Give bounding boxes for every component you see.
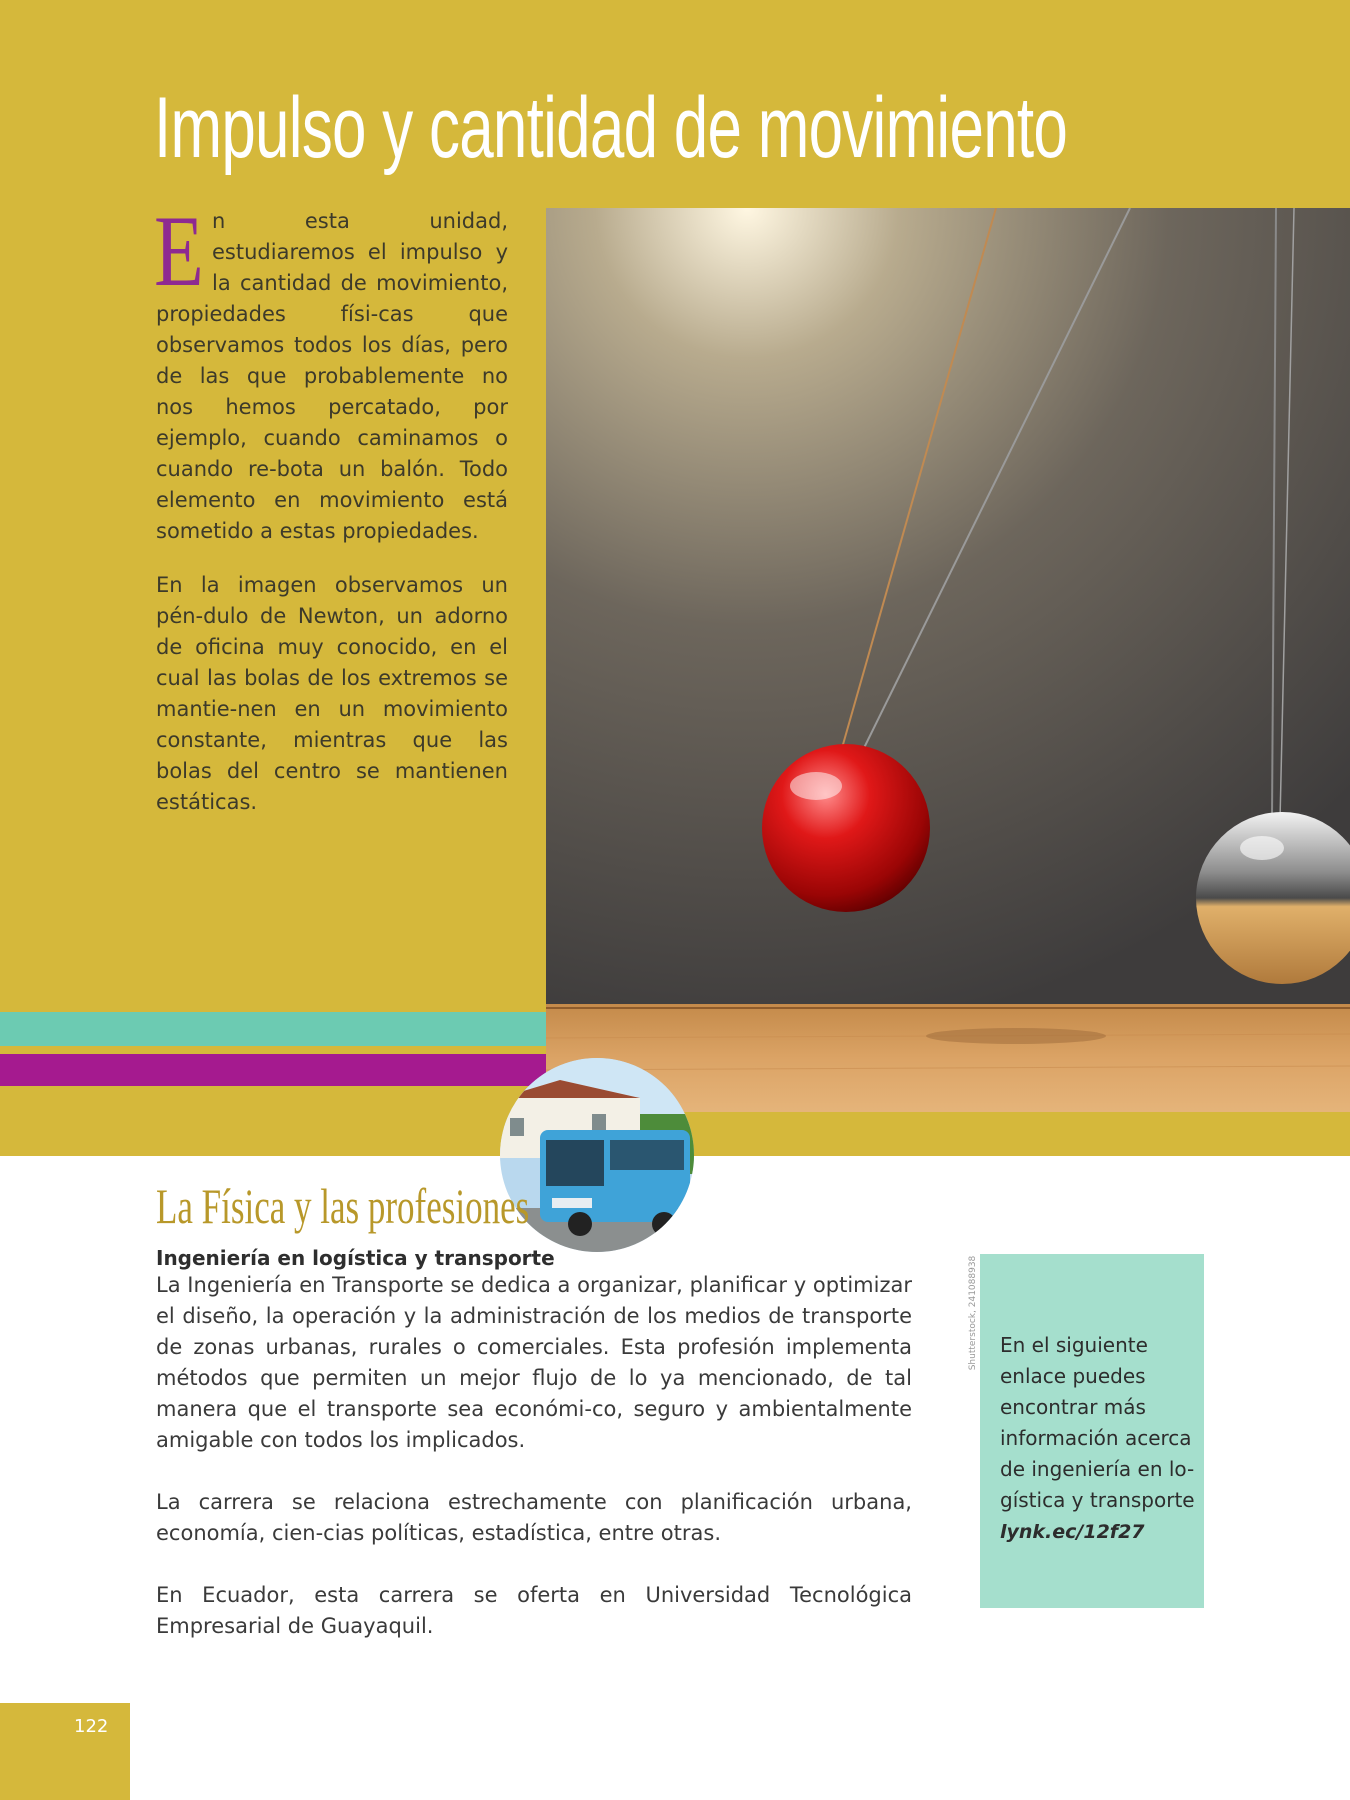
career-description bbox=[156, 1270, 912, 1673]
image-credit bbox=[958, 1254, 978, 1380]
image-credit-text: Shutterstock, 241088938 bbox=[968, 1255, 978, 1371]
career-subheading: Ingeniería en logística y transporte bbox=[156, 1246, 555, 1270]
lynk-link[interactable]: lynk.ec/12f27 bbox=[1000, 1521, 1145, 1543]
intro-text bbox=[154, 195, 508, 841]
red-ball bbox=[762, 744, 930, 912]
page-number-tab bbox=[0, 1703, 130, 1800]
section-title: La Física y las profesiones bbox=[156, 1178, 530, 1234]
page-number: 122 bbox=[74, 1716, 109, 1737]
magenta-stripe bbox=[0, 1054, 546, 1086]
intro-paragraph-1-text: n esta unidad, estudiaremos el impulso y la cantidad de movimiento, propiedades físi-cas que observamos todos los días, pero de las que probablemente no nos hemos percatado, por ejemplo, cuando caminamos o cuando re-bota un balón. Todo elemento en movimiento está sometido a estas propiedades. bbox=[156, 209, 508, 543]
link-info-box bbox=[980, 1254, 1204, 1608]
intro-paragraph-1 bbox=[154, 195, 508, 547]
career-paragraph-3: En Ecuador, esta carrera se oferta en Universidad Tecnológica Empresarial de Guayaquil. bbox=[156, 1583, 912, 1638]
drop-cap: E bbox=[154, 195, 204, 308]
career-paragraph-1: La Ingeniería en Transporte se dedica a organizar, planificar y optimizar el diseño, la operación y la administración de los medios de transporte de zonas urbanas, rurales o comerciales. Esta profesión implementa métodos que permiten un mejor flujo de lo ya mencionado, de tal manera que el transporte sea económi-co, seguro y ambientalmente amigable con todos los implicados. bbox=[156, 1273, 912, 1452]
page-title: Impulso y cantidad de movimiento bbox=[154, 80, 1068, 176]
newton-cradle-image bbox=[546, 208, 1350, 1112]
intro-paragraph-2: En la imagen observamos un pén-dulo de Newton, un adorno de oficina muy conocido, en el cual las bolas de los extremos se mantie-nen en un movimiento constante, mientras que las bolas del centro se mantienen estáticas. bbox=[156, 573, 508, 814]
link-box-text bbox=[1000, 1330, 1196, 1548]
teal-stripe bbox=[0, 1012, 546, 1046]
career-paragraph-2: La carrera se relaciona estrechamente con planificación urbana, economía, cien-cias políticas, estadística, entre otras. bbox=[156, 1490, 912, 1545]
link-box-description: En el siguiente enlace puedes encontrar más información acerca de ingeniería en lo-gística y transporte bbox=[1000, 1333, 1195, 1512]
